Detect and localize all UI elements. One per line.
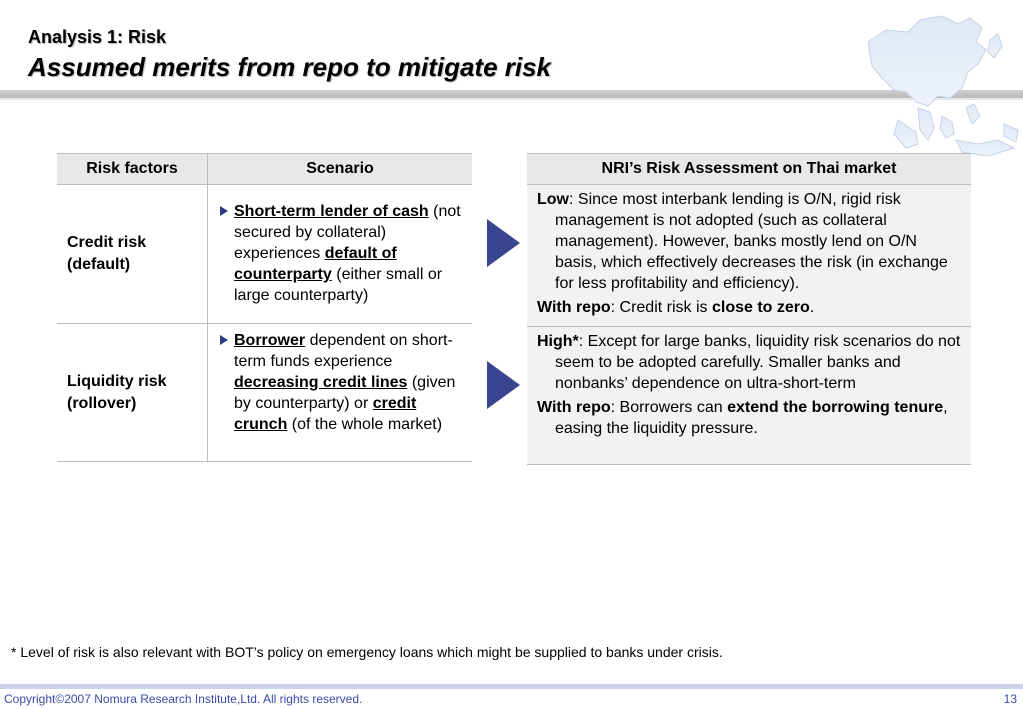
risk-factor-name: Credit risk	[67, 234, 147, 251]
risk-factor-name: Liquidity risk	[67, 372, 167, 390]
footnote: * Level of risk is also relevant with BOT’s policy on emergency loans which might be supplied to banks under crisis.	[11, 644, 723, 660]
repo-label: With repo	[537, 399, 611, 416]
scenario-key-term: decreasing credit lines	[234, 374, 408, 391]
risk-factor-credit	[57, 185, 208, 324]
nri-assessment-table	[527, 153, 971, 465]
scenario-key-term: Borrower	[234, 332, 306, 349]
header-nri-assessment: NRI’s Risk Assessment on Thai market	[527, 154, 971, 185]
bullet-triangle-icon	[220, 335, 228, 345]
assessment-credit	[527, 185, 971, 327]
risk-scenario-table	[57, 153, 472, 462]
scenario-liquidity	[208, 324, 473, 462]
scenario-key-term: Short-term lender of cash	[234, 203, 429, 220]
table-row	[527, 327, 971, 465]
risk-level: High*	[537, 333, 579, 350]
table-row	[57, 185, 472, 324]
repo-text-end: .	[809, 299, 815, 316]
assessment-text: : Except for large banks, liquidity risk scenarios do not seem to be adopted carefully. Smaller banks and nonbanks’ dependence on ultra-short-term	[555, 333, 961, 392]
repo-effect: extend the borrowing tenure	[727, 399, 944, 416]
table-row	[527, 185, 971, 327]
risk-factor-sub: (default)	[67, 256, 131, 273]
scenario-text: (of the whole market)	[287, 416, 443, 433]
scenario-key-term: default of counterparty	[234, 245, 397, 283]
header-risk-factors: Risk factors	[57, 154, 208, 185]
risk-factor-sub: (rollover)	[67, 394, 137, 412]
table-row	[57, 324, 472, 462]
scenario-text: dependent on short-term funds experience	[234, 332, 453, 370]
asia-map-icon	[858, 12, 1023, 162]
risk-factor-liquidity	[57, 324, 208, 462]
bullet-triangle-icon	[220, 206, 228, 216]
scenario-credit	[208, 185, 473, 324]
assessment-liquidity	[527, 327, 971, 465]
assessment-text: : Since most interbank lending is O/N, rigid risk management is not adopted (such as collateral management). However, banks mostly lend on O/N basis, which effectively decreases the risk (in exchange for less profitability and efficiency).	[555, 191, 948, 292]
page-title: Assumed merits from repo to mitigate risk	[28, 52, 552, 82]
arrow-right-icon	[487, 361, 520, 409]
risk-level: Low	[537, 191, 569, 208]
scenario-text: (either small or large counterparty)	[234, 266, 443, 304]
repo-label: With repo	[537, 299, 611, 316]
scenario-text: (given by counterparty) or	[234, 374, 456, 412]
repo-effect: close to zero	[711, 299, 810, 316]
header-subtitle: Analysis 1: Risk	[28, 27, 167, 47]
header-scenario: Scenario	[208, 154, 473, 185]
footer-divider	[0, 684, 1023, 689]
scenario-text: (not secured by collateral) experiences	[234, 203, 461, 262]
repo-text: : Credit risk is	[610, 299, 712, 316]
copyright-text: Copyright©2007 Nomura Research Institute,Ltd. All rights reserved.	[4, 692, 363, 706]
arrow-right-icon	[487, 219, 520, 267]
scenario-key-term: credit crunch	[234, 395, 417, 433]
repo-text: : Borrowers can	[610, 399, 728, 416]
page-number: 13	[1003, 692, 1017, 706]
repo-text-end: , easing the liquidity pressure.	[555, 399, 948, 437]
